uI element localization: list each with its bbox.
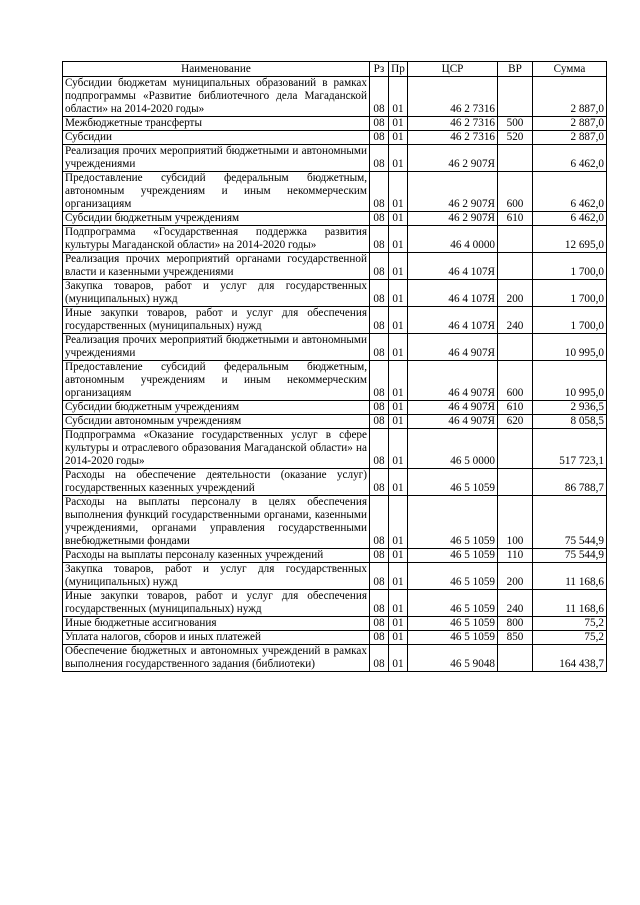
row-sum-cell: 11 168,6: [533, 563, 607, 590]
row-pr-cell: 01: [389, 631, 408, 645]
row-csr-cell: 46 2 7316: [408, 117, 498, 131]
row-name-cell: Субсидии бюджетным учреждениям: [63, 401, 370, 415]
row-rz-cell: 08: [370, 631, 389, 645]
header-name: Наименование: [63, 62, 370, 77]
row-sum-cell: 1 700,0: [533, 253, 607, 280]
row-vr-cell: 610: [498, 401, 533, 415]
row-sum-cell: 2 887,0: [533, 131, 607, 145]
row-csr-cell: 46 2 907Я: [408, 212, 498, 226]
row-pr-cell: 01: [389, 645, 408, 672]
row-pr-cell: 01: [389, 172, 408, 212]
row-pr-cell: 01: [389, 415, 408, 429]
row-vr-cell: 600: [498, 361, 533, 401]
row-csr-cell: 46 4 107Я: [408, 253, 498, 280]
row-pr-cell: 01: [389, 131, 408, 145]
row-sum-cell: 6 462,0: [533, 172, 607, 212]
row-name-cell: Реализация прочих мероприятий бюджетными и автономными учреждениями: [63, 334, 370, 361]
table-row: [63, 117, 607, 131]
row-vr-cell: 520: [498, 131, 533, 145]
header-rz: Рз: [370, 62, 389, 77]
row-sum-cell: 75,2: [533, 617, 607, 631]
row-sum-cell: 75,2: [533, 631, 607, 645]
row-vr-cell: 200: [498, 280, 533, 307]
row-rz-cell: 08: [370, 226, 389, 253]
row-name-cell: Иные бюджетные ассигнования: [63, 617, 370, 631]
table-row: [63, 631, 607, 645]
row-vr-cell: 610: [498, 212, 533, 226]
table-row: [63, 469, 607, 496]
row-pr-cell: 01: [389, 212, 408, 226]
row-pr-cell: 01: [389, 77, 408, 117]
row-sum-cell: 10 995,0: [533, 361, 607, 401]
table-row: [63, 131, 607, 145]
table-row: [63, 549, 607, 563]
row-rz-cell: 08: [370, 563, 389, 590]
row-pr-cell: 01: [389, 226, 408, 253]
row-rz-cell: 08: [370, 415, 389, 429]
row-name-cell: Предоставление субсидий федеральным бюджетным, автономным учреждениям и иным некоммерческим организациям: [63, 172, 370, 212]
row-name-cell: Обеспечение бюджетных и автономных учреждений в рамках выполнения государственного задания (библиотеки): [63, 645, 370, 672]
row-pr-cell: 01: [389, 145, 408, 172]
row-vr-cell: [498, 645, 533, 672]
row-name-cell: Подпрограмма «Оказание государственных услуг в сфере культуры и отраслевого образования Магаданской области» на 2014-2020 годы»: [63, 429, 370, 469]
row-pr-cell: 01: [389, 563, 408, 590]
table-row: [63, 77, 607, 117]
row-csr-cell: 46 5 1059: [408, 496, 498, 549]
row-sum-cell: 1 700,0: [533, 307, 607, 334]
row-rz-cell: 08: [370, 549, 389, 563]
row-sum-cell: 517 723,1: [533, 429, 607, 469]
row-vr-cell: [498, 253, 533, 280]
row-pr-cell: 01: [389, 549, 408, 563]
table-row: [63, 280, 607, 307]
row-name-cell: Закупка товаров, работ и услуг для государственных (муниципальных) нужд: [63, 280, 370, 307]
table-row: [63, 172, 607, 212]
row-csr-cell: 46 4 907Я: [408, 361, 498, 401]
row-sum-cell: 12 695,0: [533, 226, 607, 253]
row-csr-cell: 46 2 7316: [408, 131, 498, 145]
row-rz-cell: 08: [370, 145, 389, 172]
row-rz-cell: 08: [370, 253, 389, 280]
row-pr-cell: 01: [389, 280, 408, 307]
table-body: [63, 77, 607, 672]
row-vr-cell: 110: [498, 549, 533, 563]
row-vr-cell: [498, 429, 533, 469]
table-row: [63, 253, 607, 280]
row-sum-cell: 8 058,5: [533, 415, 607, 429]
row-pr-cell: 01: [389, 401, 408, 415]
table-row: [63, 361, 607, 401]
header-pr: Пр: [389, 62, 408, 77]
row-name-cell: Иные закупки товаров, работ и услуг для обеспечения государственных (муниципальных) нужд: [63, 590, 370, 617]
row-vr-cell: [498, 334, 533, 361]
row-csr-cell: 46 4 107Я: [408, 307, 498, 334]
row-csr-cell: 46 4 907Я: [408, 415, 498, 429]
row-csr-cell: 46 5 1059: [408, 563, 498, 590]
row-csr-cell: 46 4 107Я: [408, 280, 498, 307]
row-rz-cell: 08: [370, 280, 389, 307]
row-vr-cell: 240: [498, 590, 533, 617]
header-sum: Сумма: [533, 62, 607, 77]
row-csr-cell: 46 5 1059: [408, 590, 498, 617]
table-row: [63, 617, 607, 631]
table-row: [63, 563, 607, 590]
row-sum-cell: 1 700,0: [533, 280, 607, 307]
row-name-cell: Расходы на обеспечение деятельности (оказание услуг) государственных казенных учреждений: [63, 469, 370, 496]
row-rz-cell: 08: [370, 590, 389, 617]
table-row: [63, 645, 607, 672]
row-vr-cell: [498, 469, 533, 496]
header-vr: ВР: [498, 62, 533, 77]
row-csr-cell: 46 4 907Я: [408, 334, 498, 361]
header-row: [63, 62, 607, 77]
row-rz-cell: 08: [370, 212, 389, 226]
row-vr-cell: 100: [498, 496, 533, 549]
table-header: [63, 62, 607, 77]
row-vr-cell: [498, 145, 533, 172]
row-name-cell: Реализация прочих мероприятий органами государственной власти и казенными учреждениями: [63, 253, 370, 280]
row-csr-cell: 46 5 9048: [408, 645, 498, 672]
row-rz-cell: 08: [370, 401, 389, 415]
row-csr-cell: 46 2 907Я: [408, 145, 498, 172]
table-row: [63, 334, 607, 361]
row-csr-cell: 46 2 907Я: [408, 172, 498, 212]
row-vr-cell: 200: [498, 563, 533, 590]
row-name-cell: Закупка товаров, работ и услуг для государственных (муниципальных) нужд: [63, 563, 370, 590]
table-row: [63, 590, 607, 617]
row-name-cell: Субсидии автономным учреждениям: [63, 415, 370, 429]
row-rz-cell: 08: [370, 334, 389, 361]
row-pr-cell: 01: [389, 307, 408, 334]
header-csr: ЦСР: [408, 62, 498, 77]
table-row: [63, 401, 607, 415]
row-name-cell: Межбюджетные трансферты: [63, 117, 370, 131]
row-vr-cell: 240: [498, 307, 533, 334]
row-rz-cell: 08: [370, 361, 389, 401]
row-pr-cell: 01: [389, 117, 408, 131]
row-pr-cell: 01: [389, 334, 408, 361]
table-row: [63, 145, 607, 172]
row-csr-cell: 46 5 0000: [408, 429, 498, 469]
row-pr-cell: 01: [389, 469, 408, 496]
row-csr-cell: 46 5 1059: [408, 549, 498, 563]
table-row: [63, 307, 607, 334]
row-rz-cell: 08: [370, 307, 389, 334]
row-name-cell: Реализация прочих мероприятий бюджетными и автономными учреждениями: [63, 145, 370, 172]
table-row: [63, 496, 607, 549]
row-vr-cell: 850: [498, 631, 533, 645]
row-rz-cell: 08: [370, 469, 389, 496]
row-vr-cell: [498, 77, 533, 117]
row-rz-cell: 08: [370, 496, 389, 549]
table-row: [63, 226, 607, 253]
table-row: [63, 415, 607, 429]
row-csr-cell: 46 4 0000: [408, 226, 498, 253]
row-sum-cell: 11 168,6: [533, 590, 607, 617]
row-rz-cell: 08: [370, 117, 389, 131]
row-vr-cell: 620: [498, 415, 533, 429]
row-vr-cell: 600: [498, 172, 533, 212]
table-row: [63, 212, 607, 226]
row-sum-cell: 2 936,5: [533, 401, 607, 415]
row-rz-cell: 08: [370, 429, 389, 469]
row-name-cell: Расходы на выплаты персоналу в целях обеспечения выполнения функций государственными органами, казенными учреждениями, органами управления государственными внебюджетными фондами: [63, 496, 370, 549]
row-sum-cell: 2 887,0: [533, 77, 607, 117]
row-name-cell: Расходы на выплаты персоналу казенных учреждений: [63, 549, 370, 563]
row-vr-cell: [498, 226, 533, 253]
row-rz-cell: 08: [370, 131, 389, 145]
row-sum-cell: 6 462,0: [533, 145, 607, 172]
budget-table: [62, 61, 607, 672]
row-name-cell: Иные закупки товаров, работ и услуг для обеспечения государственных (муниципальных) нужд: [63, 307, 370, 334]
row-csr-cell: 46 4 907Я: [408, 401, 498, 415]
row-pr-cell: 01: [389, 590, 408, 617]
row-csr-cell: 46 2 7316: [408, 77, 498, 117]
row-sum-cell: 6 462,0: [533, 212, 607, 226]
row-name-cell: Уплата налогов, сборов и иных платежей: [63, 631, 370, 645]
row-vr-cell: 500: [498, 117, 533, 131]
row-name-cell: Субсидии бюджетам муниципальных образований в рамках подпрограммы «Развитие библиотечного дела Магаданской области» на 2014-2020 годы»: [63, 77, 370, 117]
row-rz-cell: 08: [370, 77, 389, 117]
row-sum-cell: 10 995,0: [533, 334, 607, 361]
row-rz-cell: 08: [370, 172, 389, 212]
row-rz-cell: 08: [370, 617, 389, 631]
row-pr-cell: 01: [389, 617, 408, 631]
row-sum-cell: 75 544,9: [533, 496, 607, 549]
row-pr-cell: 01: [389, 361, 408, 401]
row-sum-cell: 2 887,0: [533, 117, 607, 131]
row-name-cell: Субсидии: [63, 131, 370, 145]
row-rz-cell: 08: [370, 645, 389, 672]
row-name-cell: Подпрограмма «Государственная поддержка развития культуры Магаданской области» на 2014-2020 годы»: [63, 226, 370, 253]
row-name-cell: Предоставление субсидий федеральным бюджетным, автономным учреждениям и иным некоммерческим организациям: [63, 361, 370, 401]
table-row: [63, 429, 607, 469]
row-csr-cell: 46 5 1059: [408, 631, 498, 645]
row-sum-cell: 86 788,7: [533, 469, 607, 496]
row-pr-cell: 01: [389, 253, 408, 280]
row-pr-cell: 01: [389, 429, 408, 469]
row-name-cell: Субсидии бюджетным учреждениям: [63, 212, 370, 226]
row-csr-cell: 46 5 1059: [408, 469, 498, 496]
row-pr-cell: 01: [389, 496, 408, 549]
row-sum-cell: 75 544,9: [533, 549, 607, 563]
row-vr-cell: 800: [498, 617, 533, 631]
row-csr-cell: 46 5 1059: [408, 617, 498, 631]
row-sum-cell: 164 438,7: [533, 645, 607, 672]
